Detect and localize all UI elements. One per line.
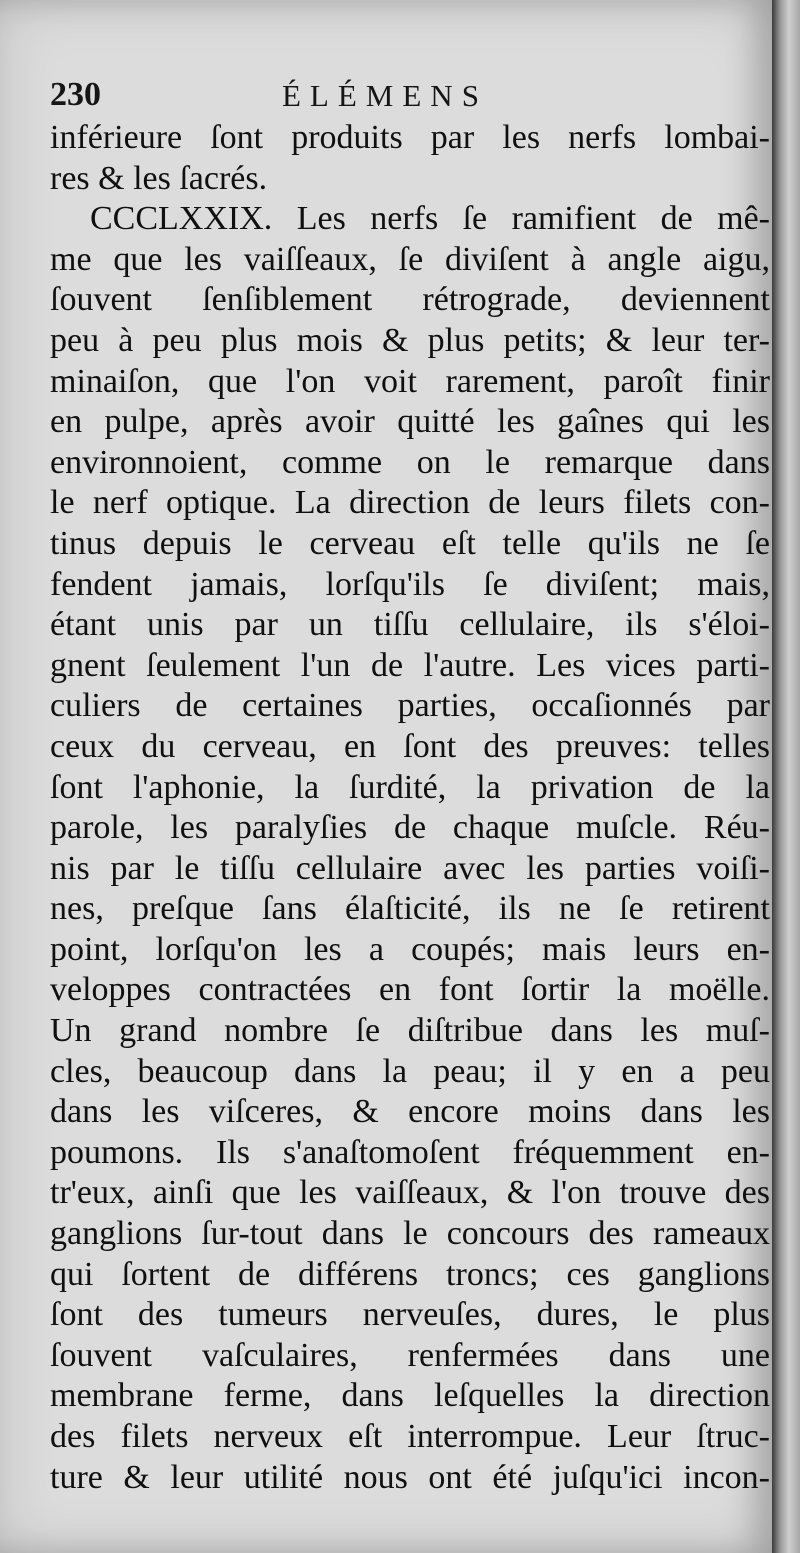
text-line: fendent jamais, lorſqu'ils ſe diviſent; mais, — [50, 565, 770, 603]
text-line: CCCLXXIX. Les nerfs ſe ramifient de mê- — [90, 200, 770, 238]
text-line: ture & leur utilité nous ont été juſqu'ici incon- — [50, 1458, 770, 1496]
text-line: étant unis par un tiſſu cellulaire, ils s'éloi- — [50, 606, 770, 644]
text-line: res & les ſacrés. — [50, 159, 268, 197]
text-line: qui ſortent de différens troncs; ces ganglions — [50, 1255, 770, 1293]
page-header — [50, 72, 750, 118]
text-line: des filets nerveux eſt interrompue. Leur ſtruc- — [50, 1418, 770, 1455]
text-line: culiers de certaines parties, occaſionnés par — [50, 687, 770, 725]
text-line: le nerf optique. La direction de leurs filets con- — [50, 484, 770, 522]
text-line: dans les viſceres, & encore moins dans les — [50, 1093, 770, 1131]
text-line: gnent ſeulement l'un de l'autre. Les vices parti- — [50, 646, 770, 684]
text-line: veloppes contractées en font ſortir la moëlle. — [50, 971, 770, 1009]
text-line: en pulpe, après avoir quitté les gaînes qui les — [50, 403, 770, 441]
text-line: nes, preſque ſans élaſticité, ils ne ſe retirent — [50, 890, 770, 928]
text-line: membrane ferme, dans leſquelles la direction — [50, 1377, 770, 1415]
text-line: minaiſon, que l'on voit rarement, paroît finir — [50, 362, 770, 400]
text-line: poumons. Ils s'anaſtomoſent fréquemment en- — [50, 1133, 770, 1171]
text-line: ſouvent vaſculaires, renfermées dans une — [50, 1336, 770, 1374]
text-line: point, lorſqu'on les a coupés; mais leurs en- — [50, 930, 770, 968]
page-number: 230 — [50, 76, 101, 113]
text-line: parole, les paralyſies de chaque muſcle. Réu- — [50, 809, 770, 847]
text-line: inférieure ſont produits par les nerfs lombai- — [50, 119, 770, 156]
text-line: ſont des tumeurs nerveuſes, dures, le plus — [50, 1296, 770, 1334]
running-head: ÉLÉMENS — [282, 78, 488, 113]
text-line: peu à peu plus mois & plus petits; & leur ter- — [50, 321, 770, 359]
text-line: ſouvent ſenſiblement rétrograde, deviennent — [50, 281, 770, 319]
body-text — [50, 118, 770, 1498]
text-line: cles, beaucoup dans la peau; il y en a peu — [50, 1052, 770, 1090]
text-line: ſont l'aphonie, la ſurdité, la privation de la — [50, 768, 770, 806]
text-line: ganglions ſur-tout dans le concours des rameaux — [50, 1215, 770, 1253]
text-line: tr'eux, ainſi que les vaiſſeaux, & l'on trouve des — [50, 1174, 770, 1212]
text-line: ceux du cerveau, en ſont des preuves: telles — [50, 727, 770, 765]
text-line: me que les vaiſſeaux, ſe diviſent à angle aigu, — [50, 240, 770, 278]
text-line: nis par le tiſſu cellulaire avec les parties voiſi- — [50, 849, 770, 887]
adjacent-page-edge — [772, 0, 800, 1553]
text-line: tinus depuis le cerveau eſt telle qu'ils ne ſe — [50, 524, 770, 562]
text-line: environnoient, comme on le remarque dans — [50, 443, 770, 481]
text-line: Un grand nombre ſe diſtribue dans les muſ- — [50, 1012, 770, 1050]
